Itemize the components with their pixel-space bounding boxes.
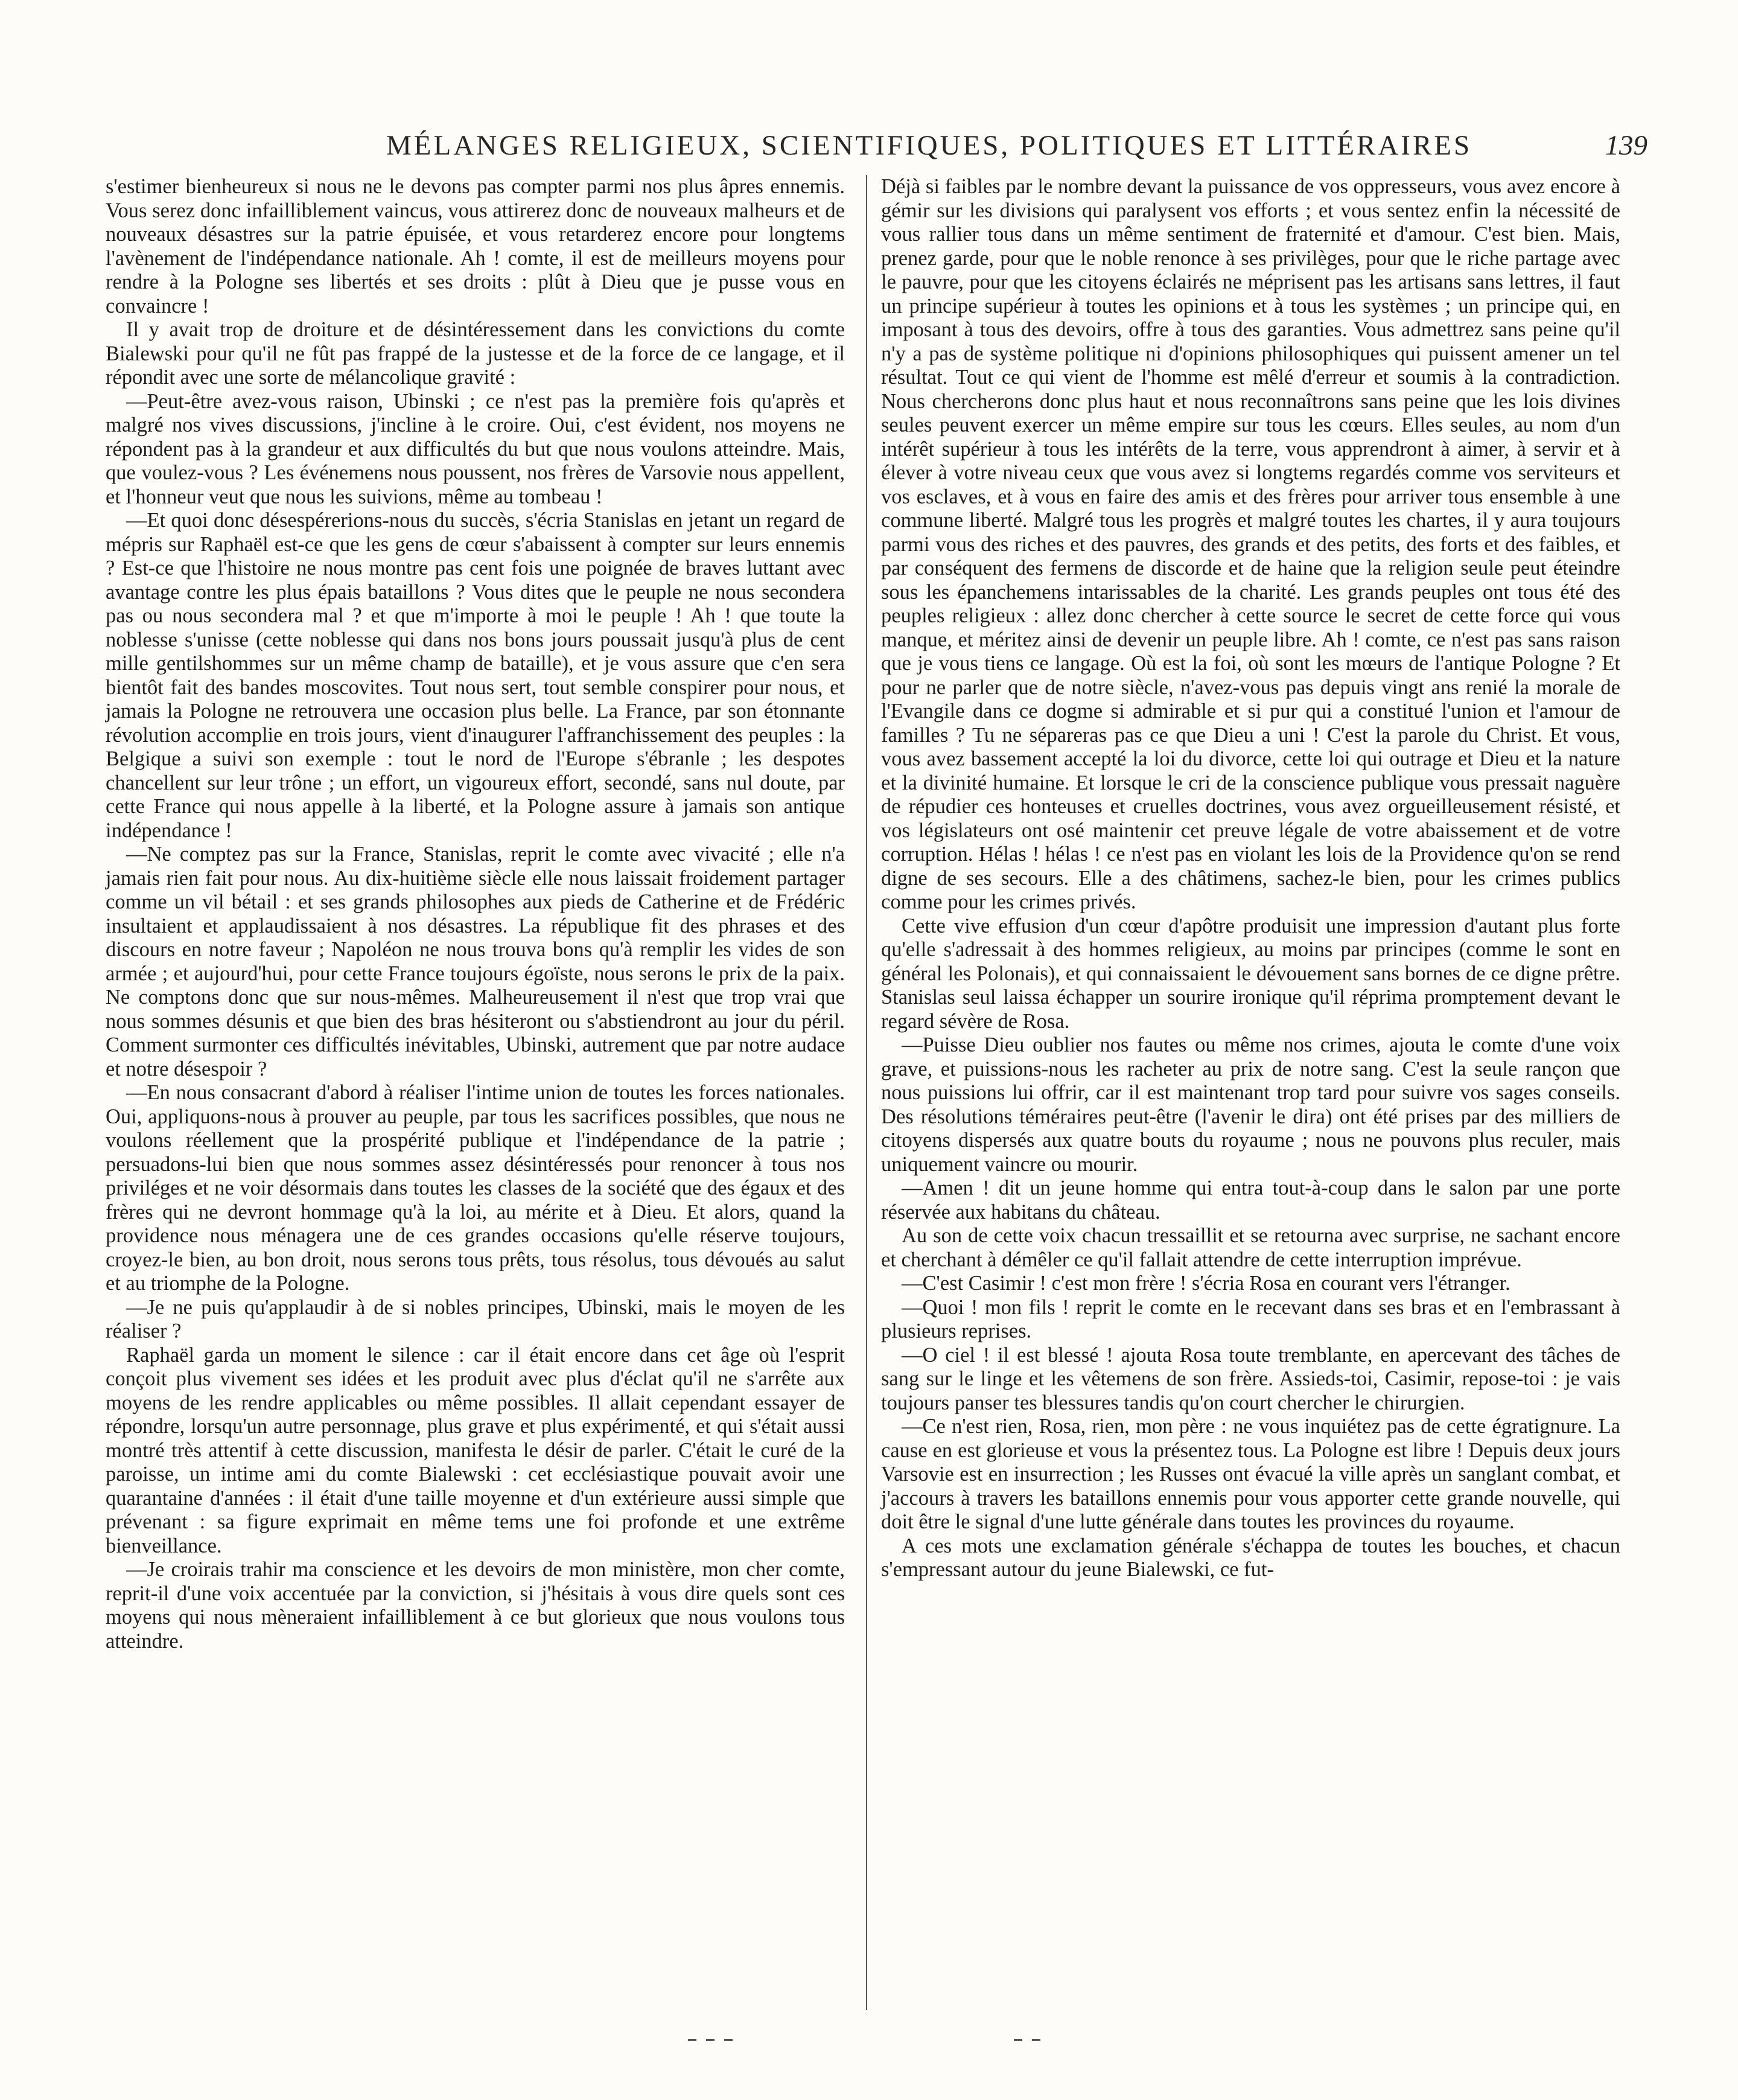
paragraph: —O ciel ! il est blessé ! ajouta Rosa toute tremblante, en apercevant des tâches de sang sur le linge et les vêtemens de son frère. Assieds-toi, Casimir, repose-toi : je vais toujours panser tes blessures tandis qu'on court chercher le chirurgien.: [881, 1343, 1620, 1414]
paragraph: —Je ne puis qu'applaudir à de si nobles principes, Ubinski, mais le moyen de les réaliser ?: [106, 1295, 845, 1342]
right-column: [881, 175, 1620, 1582]
paragraph: —En nous consacrant d'abord à réaliser l'intime union de toutes les forces nationales. Oui, appliquons-nous à prouver au peuple, par tous les sacrifices possibles, que nous ne voulons réellement que la prospérité publique et l'indépendance de la patrie ; persuadons-lui bien que nous sommes assez désintéressés pour renoncer à tous nos priviléges et ne voir désormais dans toutes les classes de la société que des égaux et des frères qui ne devront hommage qu'à la loi, au mérite et à Dieu. Et alors, quand la providence nous ménagera une de ces grandes occasions qu'elle réserve toujours, croyez-le bien, au bon droit, nous serons tous prêts, tous résolus, tous dévoués au salut et au triomphe de la Pologne.: [106, 1081, 845, 1295]
page-header: [103, 127, 1647, 163]
paragraph: Il y avait trop de droiture et de désintéressement dans les convictions du comte Bialewski pour qu'il ne fût pas frappé de la justesse et de la force de ce langage, et il répondit avec une sorte de mélancolique gravité :: [106, 318, 845, 389]
paragraph: —Quoi ! mon fils ! reprit le comte en le recevant dans ses bras et en l'embrassant à plusieurs reprises.: [881, 1295, 1620, 1342]
paragraph: Cette vive effusion d'un cœur d'apôtre produisit une impression d'autant plus forte qu'elle s'adressait à des hommes religieux, au moins par principes (comme le sont en général les Polonais), et qui connaissaient le dévouement sans bornes de ce digne prêtre. Stanislas seul laissa échapper un sourire ironique qu'il réprima promptement devant le regard sévère de Rosa.: [881, 914, 1620, 1033]
paragraph: —Ne comptez pas sur la France, Stanislas, reprit le comte avec vivacité ; elle n'a jamais rien fait pour nous. Au dix-huitième siècle elle nous laissait froidement partager comme un vil bétail : et ses grands philosophes aux pieds de Catherine et de Frédéric insultaient et applaudissaient à nos désastres. La république fit des phrases et des discours en notre faveur ; Napoléon ne nous trouva bons qu'à remplir les vides de son armée ; et aujourd'hui, pour cette France toujours égoïste, nous serons le prix de la paix. Ne comptons donc que sur nous-mêmes. Malheureusement il n'est que trop vrai que nous sommes désunis et que bien des bras hésiteront ou s'abstiendront au jour du péril. Comment surmonter ces difficultés inévitables, Ubinski, autrement que par notre audace et notre désespoir ?: [106, 843, 845, 1080]
page-number: 139: [1605, 130, 1647, 161]
left-column: [106, 175, 845, 1653]
running-title: MÉLANGES RELIGIEUX, SCIENTIFIQUES, POLITIQUES ET LITTÉRAIRES: [386, 130, 1472, 161]
paragraph: s'estimer bienheureux si nous ne le devons pas compter parmi nos plus âpres ennemis. Vous serez donc infailliblement vaincus, vous attirerez donc de nouveaux malheurs et de nouveaux désastres sur la patrie épuisée, et vous retarderez encore pour longtems l'avènement de l'indépendance nationale. Ah ! comte, il est de meilleurs moyens pour rendre à la Pologne ses libertés et ses droits : plût à Dieu que je pusse vous en convaincre !: [106, 175, 845, 318]
paragraph: Déjà si faibles par le nombre devant la puissance de vos oppresseurs, vous avez encore à gémir sur les divisions qui paralysent vos efforts ; et vous sentez enfin la nécessité de vous rallier tous dans un même sentiment de fraternité et d'amour. C'est bien. Mais, prenez garde, pour que le noble renonce à ses privilèges, pour que le riche partage avec le pauvre, pour que les citoyens éclairés ne méprisent pas les artisans sans lettres, il faut un principe supérieur à toutes les opinions et à tous les systèmes ; un principe qui, en imposant à tous des devoirs, offre à tous des garanties. Vous admettrez sans peine qu'il n'y a pas de système politique ni d'opinions philosophiques qui puissent amener un tel résultat. Tout ce qui vient de l'homme est mêlé d'erreur et soumis à la contradiction. Nous chercherons donc plus haut et nous reconnaîtrons sans peine que les lois divines seules peuvent exercer un même empire sur tous les cœurs. Elles seules, au nom d'un intérêt supérieur à tous les intérêts de la terre, vous apprendront à aimer, à servir et à élever à votre niveau ceux que vous avez si longtems regardés comme vos serviteurs et vos esclaves, et à vous en faire des amis et des frères pour arriver tous ensemble à une commune liberté. Malgré tous les progrès et malgré toutes les chartes, il y aura toujours parmi vous des riches et des pauvres, des grands et des petits, des forts et des faibles, et par conséquent des fermens de discorde et de haine que la religion seule peut éteindre sous les épanchemens intarissables de la charité. Les grands peuples ont tous été des peuples religieux : allez donc chercher à cette source le secret de cette force qui vous manque, et méritez ainsi de devenir un peuple libre. Ah ! comte, ce n'est pas sans raison que je vous tiens ce langage. Où est la foi, où sont les mœurs de l'antique Pologne ? Et pour ne parler que de notre siècle, n'avez-vous pas depuis vingt ans renié la morale de l'Evangile dans ce dogme si admirable et si pur qui a constitué l'union et l'amour de familles ? Tu ne sépareras pas ce que Dieu a uni ! C'est la parole du Christ. Et vous, vous avez bassement accepté la loi du divorce, cette loi qui outrage et Dieu et la nature et la divinité humaine. Et lorsque le cri de la conscience publique vous pressait naguère de répudier ces honteuses et cruelles doctrines, vous avez orgueilleusement résisté, et vos législateurs ont osé maintenir cet preuve légale de votre abaissement et de votre corruption. Hélas ! hélas ! ce n'est pas en violant les lois de la Providence qu'on se rend digne de ses secours. Elle a des châtimens, sachez-le bien, pour les crimes publics comme pour les crimes privés.: [881, 175, 1620, 913]
paragraph: —Puisse Dieu oublier nos fautes ou même nos crimes, ajouta le comte d'une voix grave, et puissions-nous les racheter au prix de notre sang. C'est la seule rançon que nous puissions lui offrir, car il est maintenant trop tard pour suivre vos sages conseils. Des résolutions téméraires peut-être (l'avenir le dira) ont été prises par des milliers de citoyens dispersés aux quatre bouts du royaume ; nous ne pouvons plus reculer, mais uniquement vaincre ou mourir.: [881, 1033, 1620, 1176]
paragraph: —Peut-être avez-vous raison, Ubinski ; ce n'est pas la première fois qu'après et malgré nos vives discussions, j'incline à le croire. Oui, c'est évident, nos moyens ne répondent pas à la grandeur et aux difficultés du but que nous voulons atteindre. Mais, que voulez-vous ? Les événemens nous poussent, nos frères de Varsovie nous appellent, et l'honneur veut que nous les suivions, même au tombeau !: [106, 389, 845, 508]
paragraph: Raphaël garda un moment le silence : car il était encore dans cet âge où l'esprit conçoit plus vivement ses idées et les produit avec plus d'éclat qu'il ne s'arrête aux moyens de les rendre applicables ou même possibles. Il allait cependant essayer de répondre, lorsqu'un autre personnage, plus grave et plus expérimenté, et qui s'était aussi montré très attentif à cette discussion, manifesta le désir de parler. C'était le curé de la paroisse, un intime ami du comte Bialewski : cet ecclésiastique pouvait avoir une quarantaine d'années : il était d'une taille moyenne et d'un extérieure aussi simple que prévenant : sa figure exprimait en même tems une foi profonde et une extrême bienveillance.: [106, 1343, 845, 1557]
paragraph: —C'est Casimir ! c'est mon frère ! s'écria Rosa en courant vers l'étranger.: [902, 1272, 1510, 1295]
paragraph: A ces mots une exclamation générale s'échappa de toutes les bouches, et chacun s'empressant autour du jeune Bialewski, ce fut-: [881, 1534, 1620, 1581]
paragraph: —Ce n'est rien, Rosa, rien, mon père : ne vous inquiétez pas de cette égratignure. La cause en est glorieuse et vous la présentez tous. La Pologne est libre ! Depuis deux jours Varsovie est en insurrection ; les Russes ont évacué la ville après un sanglant combat, et j'accours à travers les bataillons ennemis pour vous apporter cette grande nouvelle, qui doit être le signal d'une lutte générale dans toutes les provinces du royaume.: [881, 1415, 1620, 1533]
print-marks: [688, 2039, 1050, 2063]
paragraph: —Je croirais trahir ma conscience et les devoirs de mon ministère, mon cher comte, reprit-il d'une voix accentuée par la conviction, si j'hésitais à vous dire quels sont ces moyens qui nous mèneraient infailliblement à ce but glorieux que nous voulons tous atteindre.: [106, 1558, 845, 1653]
column-divider: [866, 175, 867, 2010]
paragraph: —Et quoi donc désespérerions-nous du succès, s'écria Stanislas en jetant un regard de mépris sur Raphaël est-ce que les gens de cœur s'abaissent à compter sur leurs ennemis ? Est-ce que l'histoire ne nous montre pas cent fois une poignée de braves luttant avec avantage contre les plus épais bataillons ? Vous dites que le peuple ne nous secondera pas ou nous secondera mal ? et que m'importe à moi le peuple ! Ah ! que toute la noblesse s'unisse (cette noblesse qui dans nos bons jours poussait jusqu'à plus de cent mille gentilshommes sur un même champ de bataille), et je vous assure que c'en sera bientôt fait des bandes moscovites. Tout nous sert, tout semble conspirer pour nous, et jamais la Pologne ne retrouvera une occasion plus belle. La France, par son étonnante révolution accomplie en trois jours, vient d'inaugurer l'affranchissement des peuples : la Belgique a suivi son exemple : tout le nord de l'Europe s'ébranle ; les despotes chancellent sur leur trône ; un effort, un vigoureux effort, secondé, sans nul doute, par cette France qui nous appelle à la liberté, et la Pologne assure à jamais son antique indépendance !: [106, 509, 845, 842]
paragraph: Au son de cette voix chacun tressaillit et se retourna avec surprise, ne sachant encore et cherchant à démêler ce qu'il fallait attendre de cette interruption imprévue.: [881, 1224, 1620, 1271]
paragraph: —Amen ! dit un jeune homme qui entra tout-à-coup dans le salon par une porte réservée aux habitans du château.: [881, 1176, 1620, 1224]
